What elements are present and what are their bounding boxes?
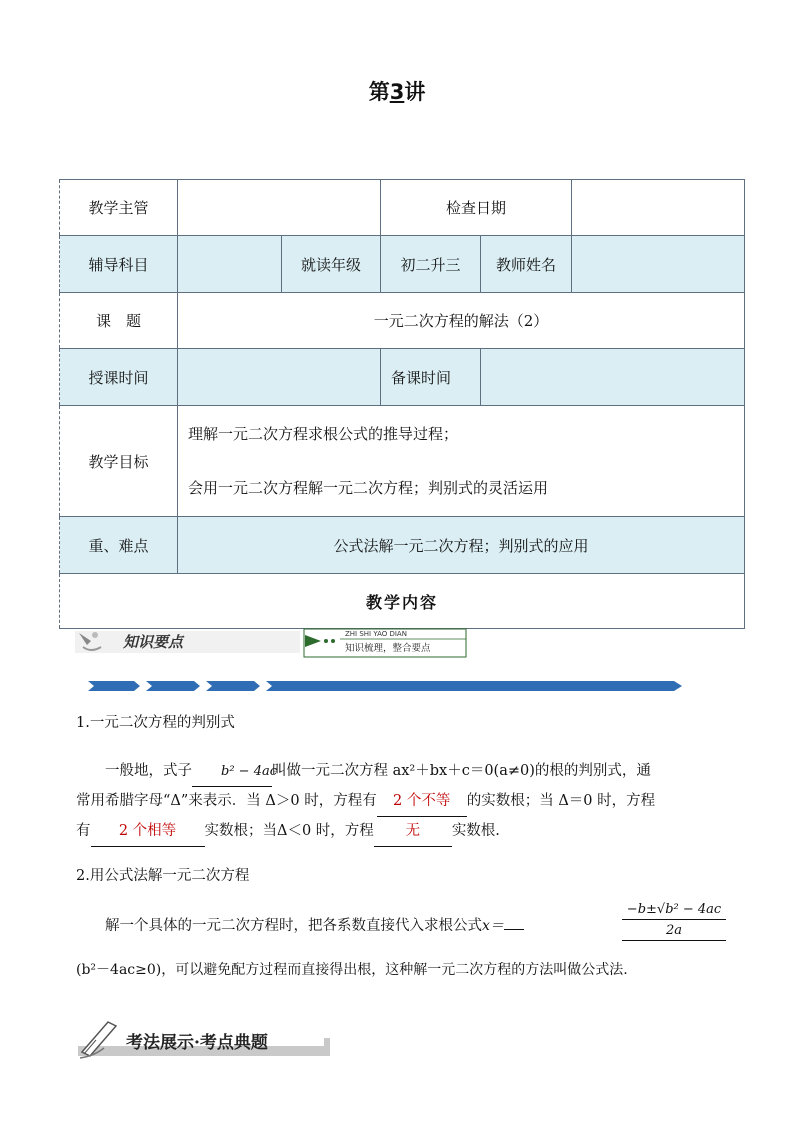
formula-denominator: 2a: [665, 923, 683, 938]
lesson-time-value: [178, 349, 381, 406]
objective-2: 会用一元二次方程解一元二次方程；判别式的灵活运用: [188, 479, 549, 497]
subject-value: [178, 236, 282, 293]
section2-heading: 2.用公式法解一元二次方程: [76, 868, 250, 884]
objectives-label: 教学目标: [60, 406, 178, 517]
teacher-label: 教师姓名: [481, 236, 572, 293]
arrow-divider: [88, 679, 688, 693]
teaching-content-heading: 教学内容: [60, 574, 745, 629]
section1-paragraph: 一般地，式子 b² − 4ac叫做一元二次方程 ax²＋bx＋c＝0(a≠0)的根的判别式，通 常用希腊字母“Δ”来表示．当 Δ＞0 时，方程有 2 个不等 的实数根；当 Δ＝0 时，方程 有 2 个相等 实数根；当Δ＜0 时，方程 无 实数根.: [76, 757, 728, 847]
subject-label: 辅导科目: [60, 236, 178, 293]
blank-two-distinct: 2 个不等: [377, 787, 467, 817]
blank-two-equal: 2 个相等: [91, 817, 205, 847]
lecture-title: 第3讲: [368, 80, 426, 104]
knowledge-points-banner: [75, 627, 475, 659]
prep-time-value: [481, 349, 745, 406]
quadratic-formula: [622, 902, 726, 941]
blank-discriminant: b² − 4ac: [192, 757, 272, 787]
grade-label: 就读年级: [282, 236, 381, 293]
teacher-value: [572, 236, 745, 293]
blank-none: 无: [374, 817, 452, 847]
topic-label: 课 题: [60, 293, 178, 349]
formula-x: x＝: [482, 918, 504, 934]
objectives-value: [178, 406, 745, 517]
banner-subtitle: 知识梳理，整合要点: [345, 643, 431, 654]
banner2-title: 考法展示·考点典题: [126, 1033, 268, 1053]
banner-pinyin: ZHI SHI YAO DIAN: [345, 630, 407, 638]
check-date-value: [572, 180, 745, 236]
topic-value: 一元二次方程的解法（2）: [178, 293, 745, 349]
lesson-time-label: 授课时间: [60, 349, 178, 406]
exam-methods-banner: [78, 1018, 338, 1060]
prep-time-label: 备课时间: [381, 349, 481, 406]
lesson-info-table: [59, 179, 745, 629]
objective-1: 理解一元二次方程求根公式的推导过程；: [188, 425, 459, 443]
key-points-value: 公式法解一元二次方程；判别式的应用: [178, 517, 745, 574]
banner-title: 知识要点: [123, 633, 184, 651]
supervisor-value: [178, 180, 381, 236]
lecture-number: 3: [389, 80, 405, 104]
check-date-label: 检查日期: [381, 180, 572, 236]
section2-line1: 解一个具体的一元二次方程时，把各系数直接代入求根公式x＝: [76, 912, 728, 941]
key-points-label: 重、难点: [60, 517, 178, 574]
section1-heading: 1.一元二次方程的判别式: [76, 715, 235, 731]
supervisor-label: 教学主管: [60, 180, 178, 236]
formula-numerator: −b±√b² − 4ac: [622, 902, 726, 920]
section2-line2: (b²－4ac≥0)，可以避免配方过程而直接得出根，这种解一元二次方程的方法叫做公式法.: [76, 962, 628, 978]
grade-value: 初二升三: [381, 236, 481, 293]
